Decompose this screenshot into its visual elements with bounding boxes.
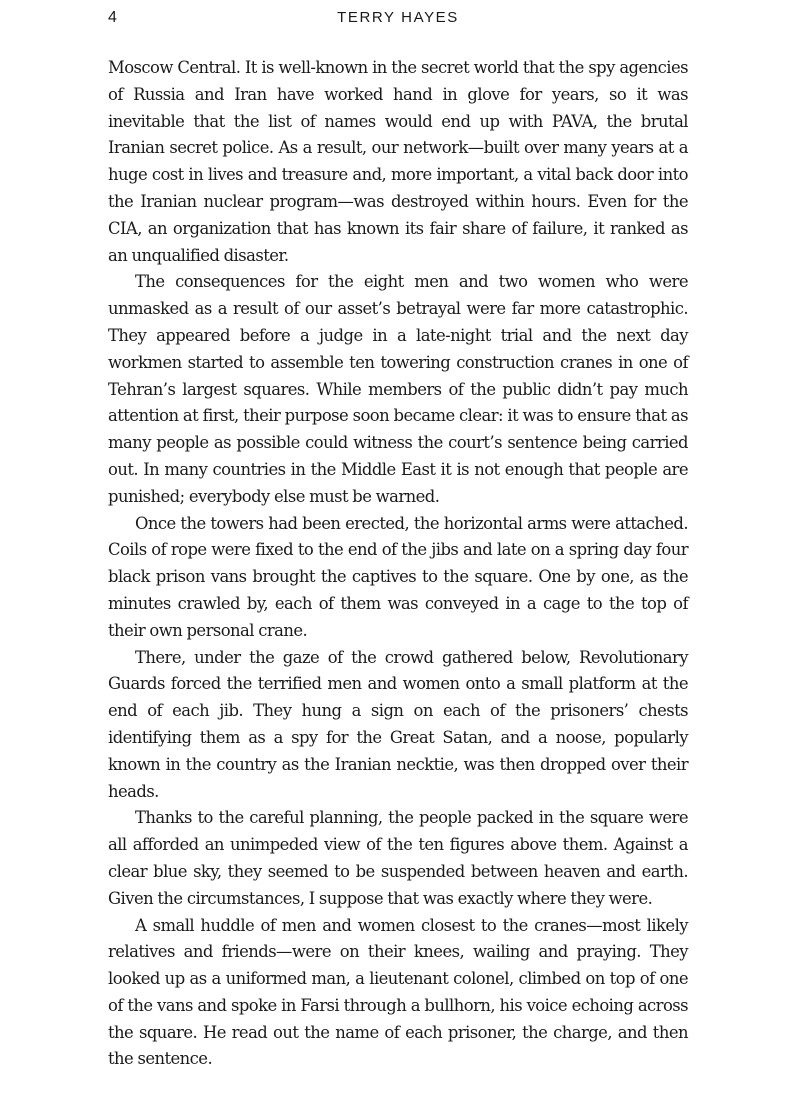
paragraph: The consequences for the eight men and two women who were unmasked as a result of our asset’s betrayal were far more catastrophic. They appeared before a judge in a late-night trial and the next day workmen started to assemble ten towering construction cranes in one of Tehran’s largest squares. While members of the public didn’t pay much attention at first, their purpose soon became clear: it was to ensure that as many people as possible could witness the court’s sentence being carried out. In many countries in the Middle East it is not enough that people are punished; everybody else must be warned. <box>108 272 688 506</box>
paragraph: Once the towers had been erected, the horizontal arms were attached. Coils of rope were fixed to the end of the jibs and late on a spring day four black prison vans brought the captives to the square. One by one, as the minutes crawled by, each of them was conveyed in a cage to the top of their own personal crane. <box>108 513 688 640</box>
page-number: 4 <box>108 9 118 26</box>
paragraph-continued: Moscow Central. It is well-known in the secret world that the spy agencies of Russia and Iran have worked hand in glove for years, so it was inevitable that the list of names would end up with PAVA, the brutal Iranian secret police. As a result, our network—built over many years at a huge cost in lives and treasure and, more important, a vital back door into the Iranian nuclear program—was destroyed within hours. Even for the CIA, an organization that has known its fair share of failure, it ranked as an unqualified disaster. <box>108 58 688 265</box>
body-text <box>108 55 688 1073</box>
paragraph: A small huddle of men and women closest to the cranes—most likely relatives and friends—were on their knees, wailing and praying. They looked up as a uniformed man, a lieutenant colonel, climbed on top of one of the vans and spoke in Farsi through a bullhorn, his voice echoing across the square. He read out the name of each prisoner, the charge, and then the sentence. <box>108 915 688 1069</box>
paragraph: Thanks to the careful planning, the people packed in the square were all afforded an unimpeded view of the ten figures above them. Against a clear blue sky, they seemed to be suspended between heaven and earth. Given the circumstances, I suppose that was exactly where they were. <box>108 808 688 908</box>
running-head <box>108 7 688 29</box>
paragraph: There, under the gaze of the crowd gathered below, Revolutionary Guards forced the terrified men and women onto a small platform at the end of each jib. They hung a sign on each of the prisoners’ chests identifying them as a spy for the Great Satan, and a noose, popularly known in the country as the Iranian necktie, was then dropped over their heads. <box>108 647 688 801</box>
book-author: TERRY HAYES <box>337 9 459 26</box>
